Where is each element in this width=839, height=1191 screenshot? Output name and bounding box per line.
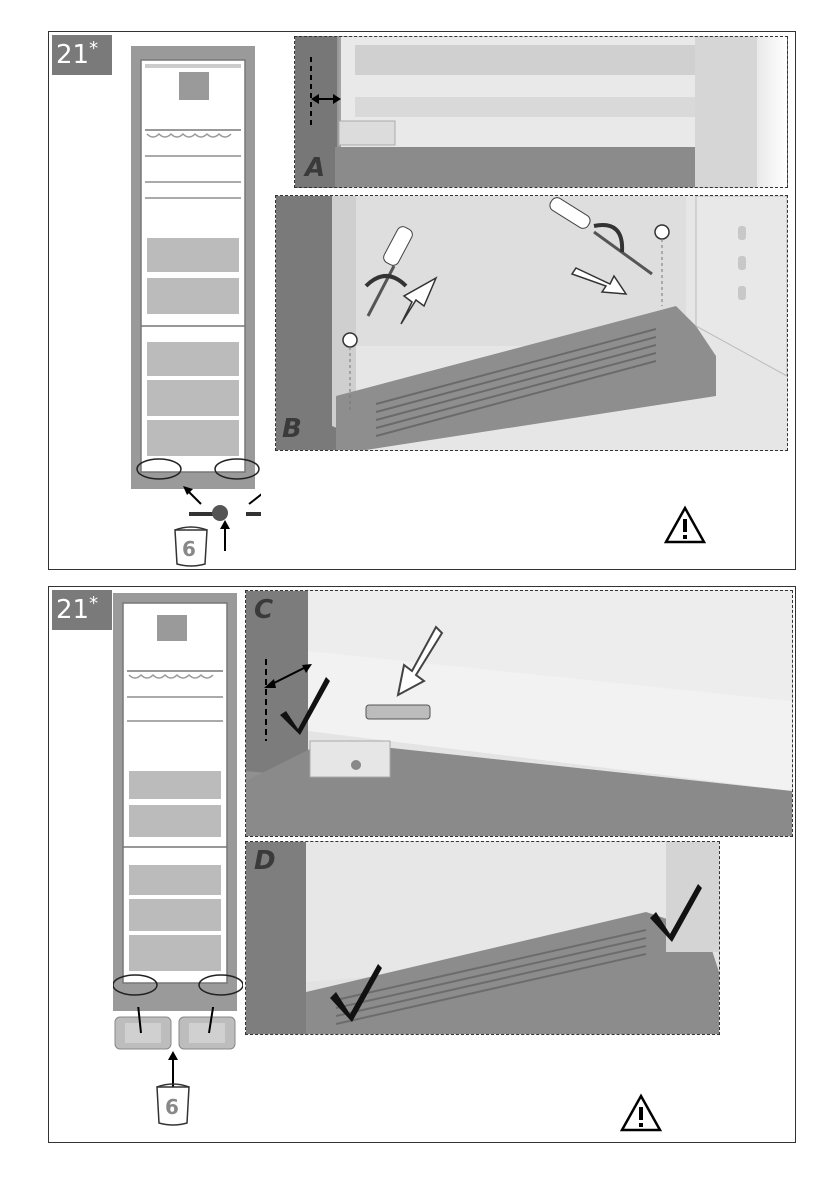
instruction-panel-1 [48,31,796,570]
step-marker: * [89,593,99,614]
instruction-panel-2 [48,586,796,1143]
detail-box-a [294,36,788,188]
sub-label-b: B [282,414,302,444]
detail-c-illustration [246,591,792,836]
sub-label-c: C [254,595,274,625]
detail-a-illustration [295,37,787,187]
fridge-overview-illustration [113,593,243,1033]
screw-icon [246,505,261,521]
cover-cap-icon [366,705,430,719]
detail-box-c [245,590,793,837]
fridge-overview-illustration [131,46,261,566]
detail-d-illustration [246,842,719,1034]
step-number: 21 [56,40,90,70]
parts-bag-number: 6 [182,537,196,561]
detail-box-d [245,841,720,1035]
parts-bag-number: 6 [165,1095,179,1119]
warning-triangle-icon [663,505,707,545]
cover-cap-icon [179,1017,235,1049]
step-badge [52,590,112,630]
detail-b-illustration [276,196,787,450]
detail-box-b [275,195,788,451]
step-badge [52,35,112,75]
cover-cap-icon [115,1017,171,1049]
step-marker: * [89,38,99,59]
step-number: 21 [56,595,90,625]
sub-label-a: A [305,153,326,183]
sub-label-d: D [254,846,276,876]
warning-triangle-icon [619,1093,663,1133]
screw-icon [189,505,228,521]
